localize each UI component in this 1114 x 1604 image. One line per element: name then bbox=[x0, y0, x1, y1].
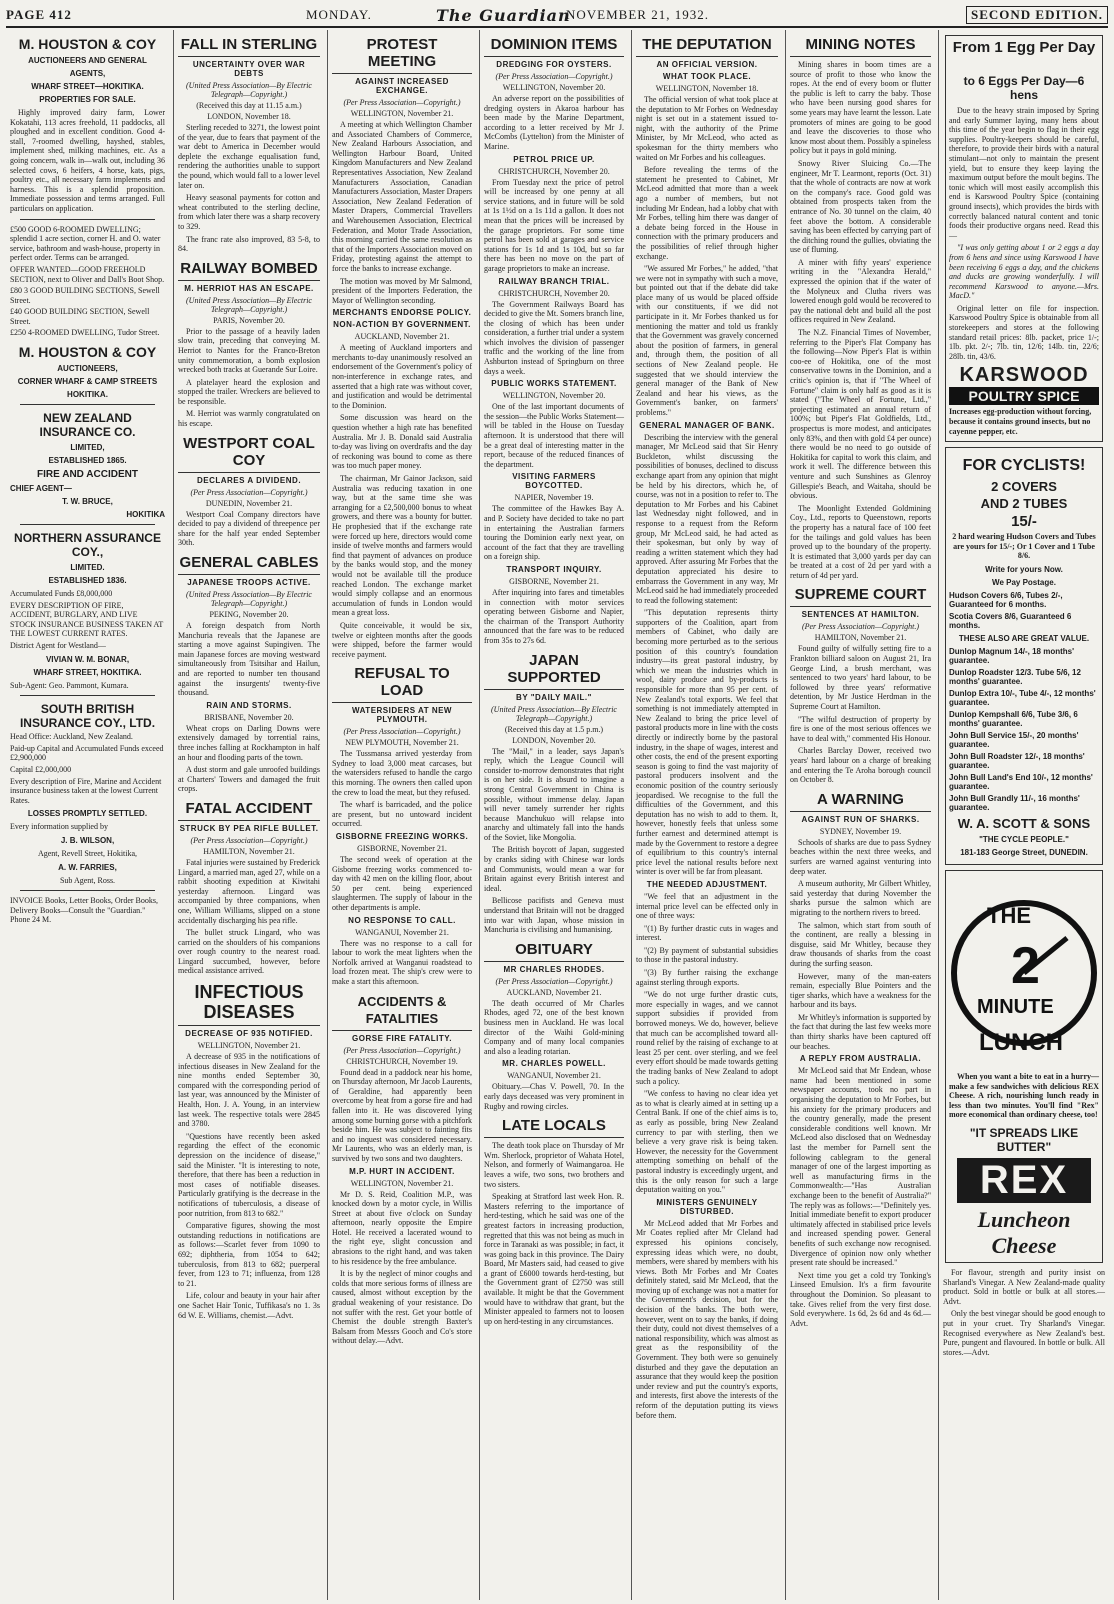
egg-ad-text: Original letter on file for inspection. Karswood Poultry Spice is obtainable from all storekeepers and stores at the following standard retail prices: 8lb. packet, price 1/-; 1lb. pkt. 2/-; 7lb. tin, 12/6; 14lb. tin, 22/6; 28lb. tin, 43/6. bbox=[949, 303, 1099, 361]
headline: MINING NOTES bbox=[790, 36, 931, 57]
vinegar-ad: Only the best vinegar should be good enough to put in your cruet. Try Sharland's Vinegar. Recognised everywhere as New Zealand's best. Pure, pungent and flavoured. In bottle or bulk. All stores.—Advt. bbox=[943, 1309, 1105, 1357]
dateline: GISBORNE, November 21. bbox=[357, 844, 447, 854]
column-2 bbox=[173, 30, 324, 1600]
northern-assurance-name: NORTHERN ASSURANCE COY., bbox=[14, 531, 161, 560]
article-paragraph: An adverse report on the possibilities of dredging oysters in Akaroa harbour has been made by the Marine Department, according to a letter received by Mr J. McCombs (Lyttelton) from the Minister of Marine. bbox=[484, 94, 624, 151]
cyclists-text: Write for yours Now. bbox=[985, 565, 1063, 574]
listing: £40 GOOD BUILDING SECTION, Sewell Street. bbox=[10, 307, 150, 326]
headline: FALL IN STERLING bbox=[178, 36, 320, 57]
subheading: MERCHANTS ENDORSE POLICY. bbox=[332, 308, 472, 318]
article-paragraph: The Government Railways Board has decided to give the Mt. Somers branch line, the closing of which has been under consideration, a further trial under a system which involves the division of passenger traffic and the working of the line from Ashburton instead of Springburn on three days a week. bbox=[484, 299, 624, 376]
scott-address: 181-183 George Street, DUNEDIN. bbox=[960, 848, 1088, 857]
south-british-line: A. W. FARRIES, bbox=[58, 862, 117, 872]
article-paragraph: The chairman, Mr Gainor Jackson, said Australia was reducing taxation in one way, but at the same time she was arranging for a £2,500,000 bonus to wheat growers, and there was a bounty for butter. He prophesied that if the exchange rate were forced up here, directors would come inside of twelve months and farmers would find that payment of advances on produce by the banks would stop, and the money would not be available till the produce reached London. The exchange market would simply collapse and an enormous accumulation of funds in London would mean a great loss. bbox=[332, 474, 472, 618]
article-paragraph: There was no response to a call for labour to work the meat lighters when the Norfolk arrived at Wanganui roadstead to load frozen meat. The ship's crew were to make a start this afternoon. bbox=[332, 938, 472, 986]
northern-line: ESTABLISHED 1836. bbox=[48, 576, 127, 586]
listing: £80 3 GOOD BUILDING SECTIONS, Sewell Street. bbox=[10, 286, 160, 305]
article-paragraph: After inquiring into fares and timetables in connection with motor services operating between Gisborne and Napier, the chairman of the Transport Authority announced that the fare was to be reduced from 35s to 27s 6d. bbox=[484, 587, 624, 645]
article-paragraph: It is by the neglect of minor coughs and colds that more serious forms of illness are caused, almost without exception by the gradual weakening of your resistance. Do not suffer with the rest. Get your bottle of Chemist the double strength Baxter's Balsam from Messrs Gooch and Co's store without delay.—Advt. bbox=[332, 1269, 472, 1346]
subheading: AGAINST RUN OF SHARKS. bbox=[801, 814, 920, 824]
headline: DOMINION ITEMS bbox=[484, 36, 624, 57]
column-3 bbox=[327, 30, 476, 1600]
subheading: STRUCK BY PEA RIFLE BULLET. bbox=[179, 823, 319, 833]
dateline: NEW PLYMOUTH, November 21. bbox=[345, 738, 459, 748]
article-paragraph: The Tussmansa arrived yesterday from Sydney to load 3,000 meat carcases, but the watersiders refused to handle the cargo this morning. The owners then called upon the crew to load the meat, but they refused. bbox=[332, 749, 472, 797]
column-1 bbox=[6, 30, 169, 1600]
article-paragraph: Snowy River Sluicing Co.—The engineer, Mr T. Learmont, reports (Oct. 31) that the whole of contracts are now at work on the company's race. Good gold was obtained from prospects taken from the entrance of No. 30 tunnel on the claim, 40 feet above the bottom. A considerable saving has been effected by carrying part of the ditching round the gullies, obviating the use of fluming. bbox=[790, 158, 931, 255]
article-paragraph: Prior to the passage of a heavily laden slow train, preceding that conveying M. Herriot to Nantes for the Franco-Breton unity commemoration, a bomb explosion wrecked both tracks at Guerande Sur Loire. bbox=[178, 326, 320, 375]
divider bbox=[20, 219, 155, 220]
credit-line: (Per Press Association—Copyright.) bbox=[190, 835, 308, 845]
houston-ad-line: AUCTIONEERS AND GENERAL bbox=[28, 56, 147, 65]
article-paragraph: Mr McLeod said that Mr Endean, whose name had been mentioned in some newspaper accounts, took no part in organising the deputation to Mr Forbes, but his anxiety for the primary producers and the country generally, made the present considerable conditions well known. Mr McLeod also disclosed that on Wednesday last the member for Parnell sent the following cablegram to the general manager of one of the largest importing as well as manufacturing firms in the Commonwealth:—"Has Australian exchange been to the benefit of Australia?" The reply was as follows:—"Definitely yes. Initial immediate benefit to export producer ultimately affected in stabilised price levels and increased spending power. General benefits of such exchange now recognised. Divergence of opinion now only whether present rate should be increased." bbox=[790, 1066, 931, 1268]
egg-ad-headline: to 6 Eggs Per Day—6 hens bbox=[963, 74, 1085, 102]
dateline: WELLINGTON, November 20. bbox=[502, 83, 606, 92]
subheading: M. HERRIOT HAS AN ESCAPE. bbox=[184, 283, 314, 293]
dateline: AUCKLAND, November 21. bbox=[506, 987, 602, 997]
masthead-date: NOVEMBER 21, 1932. bbox=[566, 7, 709, 22]
south-british-line: Capital £2,000,000 bbox=[10, 765, 72, 774]
rex-ad-text: When you want a bite to eat in a hurry—make a few sandwiches with delicious REX Cheese. A rich, nourishing lunch ready in less than two minutes. You'll find "Rex" more economical than ordinary cheese, too! bbox=[949, 1072, 1099, 1120]
article-paragraph: Next time you get a cold try Tonking's Linseed Emulsion. It's a firm favourite throughout the Dominion. So pleasant to take. Gives relief from the very first dose. Sold everywhere. 1s 6d, 2s 6d and 4s 6d.—Advt. bbox=[790, 1270, 931, 1328]
credit-line: (Per Press Association—Copyright.) bbox=[343, 98, 461, 107]
article-paragraph: One of the last important documents of the session—the Public Works Statement—will be tabled in the House on Tuesday afternoon. It is understood that there will be a great deal of interesting matter in the report, because of the reduced finances of the department. bbox=[484, 402, 624, 469]
northern-line: Accumulated Funds £8,000,000 bbox=[10, 589, 113, 599]
houston-ad-line: WHARF STREET—HOKITIKA. bbox=[31, 82, 144, 91]
article-paragraph: "We do not urge further drastic cuts, more especially in wages, and we cannot support subsidies if provided from borrowed moneys. We do, however, believe that much can be accomplished toward all-round relief by the raising of exchange to at least 25 per cent. over sterling, and we feel every effort should be made towards getting the trading banks of New Zealand to adopt such a policy. bbox=[636, 990, 778, 1086]
dateline: DUNEDIN, November 21. bbox=[205, 498, 293, 508]
tyre-price: John Bull Service 15/-, 20 months' guarantee. bbox=[949, 731, 1079, 749]
northern-line: LIMITED. bbox=[70, 563, 105, 573]
karswood-ad bbox=[945, 35, 1103, 442]
northern-line: Sub-Agent: Geo. Pammont, Kumara. bbox=[10, 680, 129, 690]
dateline: SYDNEY, November 19. bbox=[819, 826, 902, 836]
listing: OFFER WANTED—GOOD FREEHOLD SECTION, next to Oliver and Dall's Boot Shop. bbox=[10, 264, 165, 284]
tyre-price: Hudson Covers 6/6, Tubes 2/-, Guaranteed for 6 months. bbox=[949, 591, 1063, 609]
article-paragraph: A meeting of Auckland importers and merchants to-day unanimously resolved an endorsement of the Government's policy of non-interference in exchange rates, and asserted that a high rate was without cover, and justification and would be detrimental to the Dominion. bbox=[332, 343, 472, 410]
clock-illustration bbox=[949, 878, 1099, 1068]
article-paragraph: The wharf is barricaded, and the police are present, but no untoward incident occurred. bbox=[332, 800, 472, 829]
dateline: HAMILTON, November 21. bbox=[814, 633, 907, 643]
article-paragraph: Quite conceivable, it would be six, twelve or eighteen months after the goods were shipped, before the farmer would receive payment. bbox=[332, 620, 472, 659]
article-paragraph: The death occurred of Mr Charles Rhodes, aged 72, one of the best known business men in Auckland. He was local director of the Waihi Gold-mining Company and of many local companies and also a leading rotarian. bbox=[484, 998, 624, 1056]
subheading: THE NEEDED ADJUSTMENT. bbox=[646, 879, 768, 889]
headline: JAPAN SUPPORTED bbox=[484, 652, 624, 690]
headline: RAILWAY BOMBED bbox=[178, 260, 320, 281]
nz-insurance-line: LIMITED, bbox=[70, 443, 105, 453]
tyre-price: John Bull Grandly 11/-, 16 months' guarantee. bbox=[949, 794, 1080, 812]
cyclists-offer: AND 2 TUBES bbox=[980, 496, 1068, 512]
credit-line: (Per Press Association—Copyright.) bbox=[190, 487, 308, 497]
karswood-tagline: Increases egg-production without forcing, because it contains ground insects, but no cayenne pepper, etc. bbox=[949, 407, 1092, 436]
subheading: BY "DAILY MAIL." bbox=[516, 692, 592, 702]
subheading: RAILWAY BRANCH TRIAL. bbox=[498, 276, 610, 286]
subheading: M.P. HURT IN ACCIDENT. bbox=[349, 1166, 455, 1176]
article-paragraph: "(2) By payment of substantial subsidies to those in the pastoral industry. bbox=[636, 945, 778, 965]
cyclists-text: 2 hard wearing Hudson Covers and Tubes are yours for 15/-; Or 1 Cover and 1 Tube 8/6. bbox=[952, 532, 1096, 561]
subheading: DECREASE OF 935 NOTIFIED. bbox=[185, 1029, 313, 1039]
subheading: PUBLIC WORKS STATEMENT. bbox=[491, 379, 617, 389]
headline: THE DEPUTATION bbox=[636, 36, 778, 57]
article-paragraph: A meeting at which Wellington Chamber and Associated Chambers of Commerce, New Zealand Harbours Association, and Wellington Harbour Board, United Kingdom Manufacturers and New Zealand Representatives Association, New Zealand Manufacturers Association, Canadian Manufacturers Association, Master Drapers Association, New Zealand Federation of Master Drapers, Commercial Travellers and Warehousemen Association, Electrical Federation, and Motor Trade Association, this morning carried the same resolution as that of the Importers Association moved on Friday, protesting against the attempt to force the banks to increase exchange. bbox=[332, 120, 472, 273]
headline: REFUSAL TO LOAD bbox=[332, 665, 472, 703]
article-paragraph: "We feel that an adjustment in the internal price level can be effected only in one of three ways: bbox=[636, 891, 778, 921]
article-paragraph: The death took place on Thursday of Mr Wm. Sherlock, proprietor of Wahata Hotel, Nelson, and formerly of Waimangaroa. He leaves a wife, two sons, two brothers and two sisters. bbox=[484, 1141, 624, 1189]
article-paragraph: The "Mail," in a leader, says Japan's reply, which the League Council will consider to-morrow demonstrates that right is on her side. It is absurd to imagine a strong Central Government in China is possible, without immense delay. Japan will never tamely surrender her rights because Manchukuo will relapse into anarchy and ultimately fall into the hands of the Soviet, like Mongolia. bbox=[484, 746, 624, 842]
houston-ad-name: M. HOUSTON & COY bbox=[18, 344, 157, 361]
article-paragraph: The British boycott of Japan, suggested by cranks siding with Chinese war lords and Communists, would mean a war for Britain against every British interest and ideal. bbox=[484, 845, 624, 893]
dateline: CHRISTCHURCH, November 20. bbox=[498, 288, 610, 298]
article-paragraph: Mr D. S. Reid, Coalition M.P., was knocked down by a motor cycle, in Willis Street at about five o'clock on Sunday afternoon, nearly opposite the Empire Hotel. He received a lacerated wound to the right eye, slight concussion and abrasions to the right hand, and was taken to his residence by the free ambulance. bbox=[332, 1189, 472, 1266]
article-paragraph: Found guilty of wilfully setting fire to a Frankton billiard saloon on August 21, Ira George Lind, a brush merchant, was sentenced to two years' hard labour, to be followed by three years' reformative detention, by Mr Justice Herdman in the Supreme Court at Hamilton. bbox=[790, 644, 931, 712]
nz-insurance-line: CHIEF AGENT— bbox=[10, 484, 72, 494]
article-paragraph: A miner with fifty years' experience writing in the "Alexandra Herald," expressed the opinion that if the water of the Molyneux and Clutha rivers was lowered enough gold would be recovered to pay the national debt and build all the post offices required in New Zealand. bbox=[790, 257, 931, 325]
article-paragraph: The second week of operation at the Gisborne freezing works commenced to-day with 42 men on the killing floor, about 50 per cent. being experienced slaughtermen. The supply of labour in the other departments is ample. bbox=[332, 855, 472, 912]
northern-line: WHARF STREET, HOKITIKA. bbox=[33, 667, 142, 677]
subheading: WATERSIDERS AT NEW PLYMOUTH. bbox=[352, 706, 452, 725]
houston-ad-line: AGENTS, bbox=[69, 69, 106, 78]
south-british-line: Paid-up Capital and Accumulated Funds exceed £2,900,000 bbox=[10, 743, 164, 763]
column-7 bbox=[938, 30, 1109, 1600]
article-paragraph: The official version of what took place at the deputation to Mr Forbes on Wednesday night is set out in a statement issued to-night, with the authority of the Prime Minister, by Mr McLeod, who acted as spokesman for the thirty members who waited on Mr Forbes and his colleagues. bbox=[636, 95, 778, 162]
subheading: SENTENCES AT HAMILTON. bbox=[801, 610, 920, 620]
subheading: MR CHARLES RHODES. bbox=[503, 964, 605, 974]
south-british-line: Head Office: Auckland, New Zealand. bbox=[10, 732, 133, 742]
dateline: WELLINGTON, November 21. bbox=[350, 109, 454, 118]
dateline: WANGANUI, November 21. bbox=[507, 1071, 601, 1081]
article-paragraph: Comparative figures, showing the most outstanding reductions in notifications are as follows:—Scarlet fever from 1090 to 692; diphtheria, from 1054 to 642; tuberculosis, from 813 to 682; puerperal fever, from 123 to 71; influenza, from 128 to 21. bbox=[178, 1221, 320, 1288]
lunch-the-text: THE bbox=[987, 903, 1031, 928]
headline: OBITUARY bbox=[484, 941, 624, 962]
south-british-line: Every description of Fire, Marine and Accident insurance business taken at the lowest Current Rates. bbox=[10, 776, 162, 805]
article-paragraph: Bellicose pacifists and Geneva must understand that Britain will not be dragged into war with Japan, whose mission in Manchuria is civilising and humanising. bbox=[484, 896, 624, 935]
article-paragraph: Fatal injuries were sustained by Frederick Lingard, a married man, aged 27, while on a rabbit shooting expedition at Kiwitahi yesterday afternoon. Lingard was accompanied by three companions, when one, William Williams, slipped on a stone accidentally discharging his pea rifle. bbox=[178, 857, 320, 925]
article-paragraph: Schools of sharks are due to pass Sydney beaches within the next three weeks, and surfers are warned against venturing into deep water. bbox=[790, 837, 931, 876]
article-paragraph: Describing the interview with the general manager, Mr McLeod said that Sir Henry Buckleton, whilst discussing the possibilities of bonuses, declined to discuss exchange apart from any opinion that might be held by his directors, which he, of course, was not in a position to refer to. The deputation to Mr Forbes and his Cabinet last Wednesday night followed, and in response to a request from the Reform group, Mr McLeod said, he had acted as their spokesman, but only by way of reading a written statement which they had approved. After assuring Mr Forbes that the deputation appreciated his desire to embarrass the Government in any way, Mr McLeod said he had immediately proceeded to read the following statement: bbox=[636, 432, 778, 605]
northern-line: District Agent for Westland— bbox=[10, 641, 106, 651]
houston-ad-line: AUCTIONEERS, bbox=[57, 364, 118, 374]
headline: SUPREME COURT bbox=[790, 586, 931, 607]
houston-ad-line: PROPERTIES FOR SALE. bbox=[39, 95, 136, 104]
dateline: WELLINGTON, November 18. bbox=[655, 84, 759, 93]
newspaper-page bbox=[6, 4, 1108, 1600]
headline: LATE LOCALS bbox=[484, 1117, 624, 1138]
nz-insurance-line: T. W. BRUCE, bbox=[62, 497, 113, 507]
column-4 bbox=[479, 30, 628, 1600]
rex-product-name: Luncheon Cheese bbox=[977, 1206, 1071, 1258]
column-6 bbox=[785, 30, 935, 1600]
article-paragraph: Speaking at Stratford last week Hon. R. Masters referring to the importance of herd-testing, which he said was one of the greatest factors in increasing production, regretted that this was not being as much in force in Taranaki as was possible; in fact, it was going back in this province. The Dairy Board, Mr Masters said, had ceased to give a grant of £6000 towards herd-testing, but the Government grant of £2750 was still available. It might be that the Government would have to withdraw that grant, but the Minister appealed to farmers not to loosen up on herd-testing in any circumstances. bbox=[484, 1192, 624, 1326]
dateline: GISBORNE, November 21. bbox=[509, 576, 599, 586]
subheading: GISBORNE FREEZING WORKS. bbox=[335, 832, 469, 842]
newspaper-title: The Guardian bbox=[436, 5, 571, 25]
lunch-word-text: LUNCH bbox=[979, 1029, 1063, 1056]
dateline: CHRISTCHURCH, November 19. bbox=[346, 1056, 458, 1066]
received-line: (Received this day at 1.5 p.m.) bbox=[504, 724, 604, 734]
south-british-line: LOSSES PROMPTLY SETTLED. bbox=[27, 809, 148, 819]
edition-label: SECOND EDITION. bbox=[966, 6, 1108, 24]
lunch-minute-text: MINUTE bbox=[977, 996, 1054, 1018]
article-paragraph: A museum authority, Mr Gilbert Whitley, said yesterday that during November the sharks pursue the salmon which are migrating to the northern rivers to breed. bbox=[790, 879, 931, 917]
column-5 bbox=[631, 30, 782, 1600]
headline: INFECTIOUS DISEASES bbox=[178, 982, 320, 1026]
credit-line: (Per Press Association—Copyright.) bbox=[343, 727, 461, 737]
subheading: GORSE FIRE FATALITY. bbox=[352, 1033, 452, 1043]
south-british-line: Sub Agent, Ross. bbox=[59, 875, 116, 885]
article-paragraph: A platelayer heard the explosion and stopped the trailer. Wreckers are believed to be responsible. bbox=[178, 377, 320, 406]
nz-insurance-line: HOKITIKA bbox=[126, 510, 165, 520]
south-british-line: Every information supplied by bbox=[10, 822, 108, 832]
article-paragraph: The committee of the Hawkes Bay A. and P. Society have decided to take no part in entertaining the Australian farmers touring the Dominion early next year, on account of the fact that they are travelling on a foreign ship. bbox=[484, 504, 624, 562]
scott-firm-name: W. A. SCOTT & SONS bbox=[957, 816, 1091, 831]
dateline: LONDON, November 18. bbox=[207, 112, 291, 121]
credit-line: (United Press Association—By Electric Telegraph—Copyright.) bbox=[186, 295, 312, 314]
article-paragraph: M. Herriot was warmly congratulated on his escape. bbox=[178, 409, 320, 429]
article-paragraph: However, many of the man-eaters remain, especially Blue Pointers and the tiger sharks, which have a weakness for the harbour and its bays. bbox=[790, 971, 931, 1010]
subheading: WHAT TOOK PLACE. bbox=[662, 72, 752, 81]
article-paragraph: Sterling receded to 3271, the lowest point of the year, due to fears that payment of the war debt to America in December would deplete the exchange equalisation fund, rendering the authorities unable to support the pound, which would fall to a lower level later on. bbox=[178, 123, 320, 190]
houston-ad-line: HOKITIKA. bbox=[67, 390, 108, 400]
dateline: LONDON, November 20. bbox=[512, 735, 596, 745]
rex-brand: REX bbox=[957, 1158, 1091, 1203]
subheading: RAIN AND STORMS. bbox=[206, 700, 292, 710]
lunch-two-text: 2 bbox=[1011, 937, 1040, 995]
scott-tagline: "THE CYCLE PEOPLE." bbox=[979, 835, 1069, 844]
dateline: WELLINGTON, November 21. bbox=[350, 1178, 454, 1188]
divider bbox=[20, 890, 155, 891]
article-paragraph: The Moonlight Extended Goldmining Coy., Ltd., reports to Queenstown, reports the property has a natural face of 100 feet for the tailings and gold values has been proved up to the boundary of the property. It is estimated that 3,000 yards per day can be treated at a cost of 2d per yard with a return of 4d per yard. bbox=[790, 503, 931, 580]
dateline: PARIS, November 20. bbox=[213, 315, 285, 325]
article-paragraph: Wheat crops on Darling Downs were extensively damaged by torrential rains, three inches falling at Rockhampton in half an hour and flooding parts of the town. bbox=[178, 723, 320, 762]
credit-line: (Per Press Association—Copyright.) bbox=[495, 976, 613, 986]
headline: A WARNING bbox=[790, 791, 931, 812]
nz-insurance-name: NEW ZEALAND INSURANCE CO. bbox=[39, 411, 136, 440]
credit-line: (United Press Association—By Electric Telegraph—Copyright.) bbox=[491, 704, 617, 723]
cyclists-offer: 2 COVERS bbox=[991, 479, 1057, 495]
tyre-price: Dunlop Kempshall 6/6, Tube 3/6, 6 months' guarantee. bbox=[949, 710, 1078, 728]
dateline: AUCKLAND, November 21. bbox=[354, 332, 450, 342]
subheading: TRANSPORT INQUIRY. bbox=[506, 564, 602, 574]
cyclists-ad bbox=[945, 447, 1103, 865]
article-paragraph: "We assured Mr Forbes," he added, "that we were not in sympathy with such a move, but pointed out that if the debate did take place many of us would be placed offside with our constituents, if we did not participate in it. Mr Forbes thanked us for mentioning the matter and told us frankly that the Government was gravely concerned about the position of farmers, in general and, through them, the position of all sections of New Zealand people. He suggested that we should interview the general manager of the Bank of New Zealand and hear his views, as the Government's banker, on farmers' problems." bbox=[636, 264, 778, 417]
listing: £250 4-ROOMED DWELLING, Tudor Street. bbox=[10, 328, 160, 338]
subheading: MR. CHARLES POWELL. bbox=[502, 1059, 606, 1069]
article-paragraph: Mining shares in boom times are a source of profit to those who know the ropes. At the end of every boom or flutter the public is left to carry the baby. Those who have been nursing good shares for some years may have learnt the lesson. Late promoters of mines are going to be good and leave the discoveries to those who know most about them. Possibly a spineless policy but it pays in gold mining. bbox=[790, 60, 931, 156]
tyre-price: Dunlop Extra 10/-, Tube 4/-, 12 months' guarantee. bbox=[949, 689, 1096, 707]
egg-ad-text: Due to the heavy strain imposed by Spring and early Summer laying, many hens about this time of the year begin to flag in their egg supplies. Poultry-keepers should be careful, therefore, to provide their birds with a natural stimulant—not only to maintain the present yield, but to ensure they keep laying the maximum output before the moult begins. The tonic which will most easily accomplish this end is Karswood Poultry Spice (containing ground insects), which provides the birds with correctly balanced natural content and tonic foods their productive organs need. Read this— bbox=[949, 106, 1099, 240]
cyclists-text: THESE ALSO ARE GREAT VALUE. bbox=[958, 634, 1090, 643]
subheading: A REPLY FROM AUSTRALIA. bbox=[799, 1054, 922, 1064]
dateline: CHRISTCHURCH, November 20. bbox=[498, 166, 610, 176]
subheading: AN OFFICIAL VERSION. bbox=[656, 60, 758, 69]
headline: ACCIDENTS & FATALITIES bbox=[332, 993, 472, 1031]
tyre-price: Scotia Covers 8/6, Guaranteed 6 months. bbox=[949, 612, 1072, 630]
divider bbox=[20, 524, 155, 525]
northern-line: VIVIAN W. M. BONAR, bbox=[45, 654, 130, 664]
article-paragraph: "The wilful destruction of property by fire is one of the most serious offences we have to deal with," commented His Honour. bbox=[790, 714, 931, 743]
subheading: VISITING FARMERS BOYCOTTED. bbox=[512, 472, 596, 491]
article-paragraph: "We confess to having no clear idea yet as to what is clearly aimed at in setting up a Central Bank. If one of the chief aims is to, as early as possible, bring New Zealand currency to par with sterling, then we believe a very grave risk is being taken. However, the necessity for the Government attempting something on behalf of the pastoral industry is exceedingly urgent, and this is the only reason for such a large deputation waiting on you." bbox=[636, 1089, 778, 1195]
subheading: NON-ACTION BY GOVERNMENT. bbox=[333, 320, 471, 330]
headline: PROTEST MEETING bbox=[332, 36, 472, 74]
dateline: NAPIER, November 19. bbox=[514, 493, 594, 503]
poultry-spice-label: POULTRY SPICE bbox=[949, 387, 1099, 405]
cyclists-text: We Pay Postage. bbox=[992, 578, 1056, 587]
article-paragraph: The motion was moved by Mr Salmond, president of the Importers Federation, the Mayor of Wellington seconding. bbox=[332, 276, 472, 305]
karswood-brand: KARSWOOD bbox=[959, 364, 1089, 387]
egg-ad-quote: "I was only getting about 1 or 2 eggs a day from 6 hens and since using Karswood I have been receiving 6 eggs a day, and the chickens and ducks are growing wonderfully. I will recommend Karswood to anyone.—Mrs. MacD." bbox=[949, 243, 1099, 301]
article-paragraph: Westport Coal Company directors have decided to pay a dividend of threepence per share for the half year ended September 30th. bbox=[178, 509, 320, 548]
article-paragraph: Charles Barclay Dower, received two years' hard labour on a charge of breaking and entering the Te Aroha borough council on October 8. bbox=[790, 746, 931, 785]
credit-line: (Per Press Association—Copyright.) bbox=[495, 72, 613, 81]
headline: WESTPORT COAL COY bbox=[178, 435, 320, 473]
south-british-name: SOUTH BRITISH INSURANCE COY., LTD. bbox=[19, 702, 156, 731]
article-paragraph: "Questions have recently been asked regarding the effect of the economic depression on the incidence of disease," said the Minister. "It is interesting to note, therefore, that there has been a reduction in most cases of notifiable diseases. Particularly gratifying is the decrease in the notifications of tuberculosis, a disease of poor nutrition, from 813 to 682." bbox=[178, 1131, 320, 1218]
subheading: DREDGING FOR OYSTERS. bbox=[496, 60, 612, 69]
masthead bbox=[6, 4, 1108, 28]
south-british-line: J. B. WILSON, bbox=[60, 835, 115, 845]
article-paragraph: Mr McLeod added that Mr Forbes and Mr Coates replied after Mr Cleland had expressed his opinions concisely, expressing ideas which were, no doubt, members, were shared by members with his views. Both Mr Forbes and Mr Coates definitely stated, said Mr McLeod, that the moving up of exchange was not a matter for the Government's decision, but for the decision of the banks. The both were, however, went on to say the banks, if doing their duty, could not divest themselves of a national responsibility, which was almost as great as the responsibility of the Government. They both were so genuinely disturbed and they gave the deputation an assurance that they would keep the position under review and put the country's exports, and interests, first above the interests of the reform of the deputation putting its views before them. bbox=[636, 1218, 778, 1420]
subheading: UNCERTAINTY OVER WAR DEBTS bbox=[192, 60, 306, 78]
houston-ad-line: CORNER WHARF & CAMP STREETS bbox=[17, 377, 158, 387]
egg-ad-headline: From 1 Egg Per Day bbox=[952, 39, 1096, 56]
headline: FATAL ACCIDENT bbox=[178, 800, 320, 821]
divider bbox=[20, 404, 155, 405]
south-british-line: Agent, Revell Street, Hokitika, bbox=[37, 848, 138, 858]
houston-ad-name: M. HOUSTON & COY bbox=[18, 36, 157, 52]
article-paragraph: The franc rate also improved, 83 5-8, to 84. bbox=[178, 234, 320, 254]
cyclists-price: 15/- bbox=[1011, 513, 1037, 531]
credit-line: (Per Press Association—Copyright.) bbox=[343, 1045, 461, 1055]
article-paragraph: "(3) By further raising the exchange against sterling through exports. bbox=[636, 968, 778, 987]
article-paragraph: Found dead in a paddock near his home, on Thursday afternoon, Mr Jacob Laurents, of Geraldine, had apparently been overcome by heat from a gorse fire and had fallen into it. He was discovered lying among some burning gorse with a pitchfork beside him. He was subject to fainting fits and no inquest was considered necessary. Mr Laurents, who was an elderly man, is survived by two sons and two daughters. bbox=[332, 1067, 472, 1163]
article-paragraph: The salmon, which start from south of the continent, are really a blessing in disguise, said Mr Whitley, because they draw thousands of sharks from the coast during the surfing season. bbox=[790, 920, 931, 968]
tyre-price: John Bull Roadster 12/-, 18 months' guarantee. bbox=[949, 752, 1085, 770]
dateline: HAMILTON, November 21. bbox=[203, 846, 295, 856]
article-paragraph: "(1) By further drastic cuts in wages and interest. bbox=[636, 923, 778, 943]
credit-line: (United Press Association—By Electric Telegraph—Copyright.) bbox=[186, 81, 312, 99]
dateline: WANGANUI, November 21. bbox=[355, 927, 449, 937]
subheading: PETROL PRICE UP. bbox=[513, 154, 595, 164]
dateline: WELLINGTON, November 21. bbox=[197, 1041, 301, 1051]
rex-cheese-ad bbox=[945, 870, 1103, 1263]
divider bbox=[20, 695, 155, 696]
dateline: BRISBANE, November 20. bbox=[204, 712, 294, 722]
houston-ad-text: Highly improved dairy farm, Lower Kokatahi, 113 acres freehold, 11 paddocks, all ploughed and in excellent condition. Good 4-stall, 7-roomed dwelling, hayshed, stables, implement shed, milking machines, etc. As a going concern, walk in—walk out, including 36 selected cows, 6 heifers, 4 horse, kats, pigs, poultry etc., all necessary farm implements and harness. This is a splendid proposition. Immediate possession and terms arranged. Full particulars on application. bbox=[10, 108, 165, 213]
subheading: AGAINST INCREASED EXCHANGE. bbox=[355, 77, 449, 95]
article-paragraph: Some discussion was heard on the question whether a high rate has benefited Australia. Mr J. B. Donald said Australia to-day was living on overdrafts and the day of reckoning was bound to come as there was too much paper money. bbox=[332, 413, 472, 471]
vinegar-ad: For flavour, strength and purity insist on Sharland's Vinegar. A New Zealand-made quality product. Sold in bottle or bulk at all stores.—Advt. bbox=[943, 1267, 1105, 1306]
subheading: NO RESPONSE TO CALL. bbox=[348, 915, 456, 925]
subheading: MINISTERS GENUINELY DISTURBED. bbox=[656, 1197, 758, 1216]
received-line: (Received this day at 11.15 a.m.) bbox=[196, 101, 302, 110]
northern-line: EVERY DESCRIPTION OF FIRE, ACCIDENT, BURGLARY, AND LIVE STOCK INSURANCE BUSINESS TAKEN AT THE LOWEST CURRENT RATES. bbox=[10, 600, 164, 639]
invoice-books-ad: INVOICE Books, Letter Books, Order Books, Delivery Books—Consult the "Guardian." Phone 24 M. bbox=[10, 896, 158, 925]
article-paragraph: The bullet struck Lingard, who was carried on the shoulders of his companions over rough country to the nearest road. Lingard succumbed, however, before medical assistance arrived. bbox=[178, 928, 320, 976]
page-number: PAGE 412 bbox=[6, 7, 72, 22]
article-paragraph: The N.Z. Financial Times of November, referring to the Piper's Flat Company has the following—Now Piper's Flat is within coo-ee of Hokitika, one of the most conservative towns in the Dominion, and a critic's opinion is, that if "The Wheel of Fortune" claim is only half as good as it is stated ("The Wheel of Fortune, Ltd.," projecting estimated an annual return of 100%; but Piper's Flat Goldfields, Ltd., prospectus is more modest, and anticipates only 83%, and then with gold £4 per ounce) there would be no need to go outside of Hokitika for capital to work this claim, and work it well. The difference between this venture and such Sunshines as Glenroy Gillespie's Beach, and Waitaha, should be obvious. bbox=[790, 328, 931, 501]
dateline: WELLINGTON, November 20. bbox=[502, 391, 606, 401]
subheading: GENERAL MANAGER OF BANK. bbox=[639, 420, 775, 430]
article-paragraph: Heavy seasonal payments for cotton and wheat contributed to the sterling decline, from which later there was a sharp recovery to 329. bbox=[178, 193, 320, 231]
dateline: PEKING, November 20. bbox=[209, 610, 289, 620]
headline: GENERAL CABLES bbox=[178, 554, 320, 575]
article-paragraph: "This deputation represents thirty supporters of the Coalition, apart from members of Cabinet, who daily are becoming more perturbed as to the serious position of this country's foundation industry—its great pastoral industry, by which we mean the industries which in wool, dairy produce and by-products is responsible for more than 95 per cent. of New Zealand's total exports. We feel that something is not immediately attempted in New Zealand to bring the price level of pastoral products more in line with the costs directly or indirectly borne by the pastoral industry, in the shape of wages, interest and other costs, the end of the present exporting season is going to find the vast majority of pastoral producers insolvent and the economic position of the country seriously jeopardised. We recognise to the full the difficulties of the Government, and this deputation has no wish to add to them. It, however, honestly feels that unless some further earnest and determined attempt is made by the Government to restore a degree of equilibrium to this country's internal price level the national results before next winter is over will be far from pleasant. bbox=[636, 608, 778, 877]
article-paragraph: A foreign despatch from North Manchuria reveals that the Japanese are starting a move against Supingiven. The main Japanese forces are moving westward simultaneously from Tsitsihar and Hailun, and are reported to number ten thousand against the insurgents' twenty-five thousand. bbox=[178, 621, 320, 698]
article-paragraph: Mr Whitley's information is supported by the fact that during the last few weeks more than thirty sharks have been captured off our beaches. bbox=[790, 1012, 931, 1051]
listing: £500 GOOD 6-ROOMED DWELLING; splendid 1 acre section, corner H. and O. water service, bathroom and wash-house, property in perfect order. Terms can be arranged. bbox=[10, 224, 161, 263]
nz-insurance-line: FIRE AND ACCIDENT bbox=[37, 469, 138, 481]
nz-insurance-line: ESTABLISHED 1865. bbox=[48, 456, 127, 466]
masthead-day: MONDAY. bbox=[306, 7, 372, 22]
article-paragraph: A dust storm and gale unroofed buildings at Charters' Towers and damaged the fruit crops. bbox=[178, 765, 320, 794]
credit-line: (Per Press Association—Copyright.) bbox=[801, 622, 920, 632]
tyre-price: Dunlop Magnum 14/-, 18 months' guarantee. bbox=[949, 647, 1075, 665]
article-paragraph: From Tuesday next the price of petrol will be increased by one penny at all service stations, and in future will be sold at 1s 1½d on a 1s 11d a gallon. It does not mean that the prices will be increased by the garage proprietors. For some time petrol has been sold at garages and service stations for 1s 1d and 1s 10d, but so far there has been no move on the part of garage proprietors to make an increase. bbox=[484, 177, 624, 273]
article-paragraph: Obituary.—Chas V. Powell, 70. In the early days deceased was very prominent in Rugby and rowing circles. bbox=[484, 1082, 624, 1111]
subheading: DECLARES A DIVIDEND. bbox=[196, 475, 302, 485]
cyclists-headline: FOR CYCLISTS! bbox=[962, 457, 1086, 475]
subheading: JAPANESE TROOPS ACTIVE. bbox=[187, 578, 311, 588]
article-paragraph: A decrease of 935 in the notifications of infectious diseases in New Zealand for the nine months ended September 30, compared with the corresponding period of last year, was announced by the Minister of Health, Hon. J. A. Young, in an interview last week. The respective totals were 2845 and 3780. bbox=[178, 1052, 320, 1129]
credit-line: (United Press Association—By Electric Telegraph—Copyright.) bbox=[186, 590, 312, 609]
article-paragraph: Before revealing the terms of the statement he presented to Cabinet, Mr McLeod admitted that more than a week ago a number of members, but not including Mr Endean, had a lobby chat with Mr Forbes, telling him there was danger of a debate being forced in the House in connection with the primary producers and the possibilities of relief through higher exchange. bbox=[636, 165, 778, 261]
tyre-price: John Bull Land's End 10/-, 12 months' guarantee. bbox=[949, 773, 1093, 791]
tyre-price: Dunlop Roadster 12/3. Tube 5/6, 12 months' guarantee. bbox=[949, 668, 1081, 686]
rex-spreads-slogan: "IT SPREADS LIKE BUTTER" bbox=[969, 1125, 1079, 1154]
article-paragraph: Life, colour and beauty in your hair after one Sachet Hair Tonic, Tuffikasa's no 1. 3s 6d W. E. Williams, chemist.—Advt. bbox=[178, 1291, 320, 1320]
